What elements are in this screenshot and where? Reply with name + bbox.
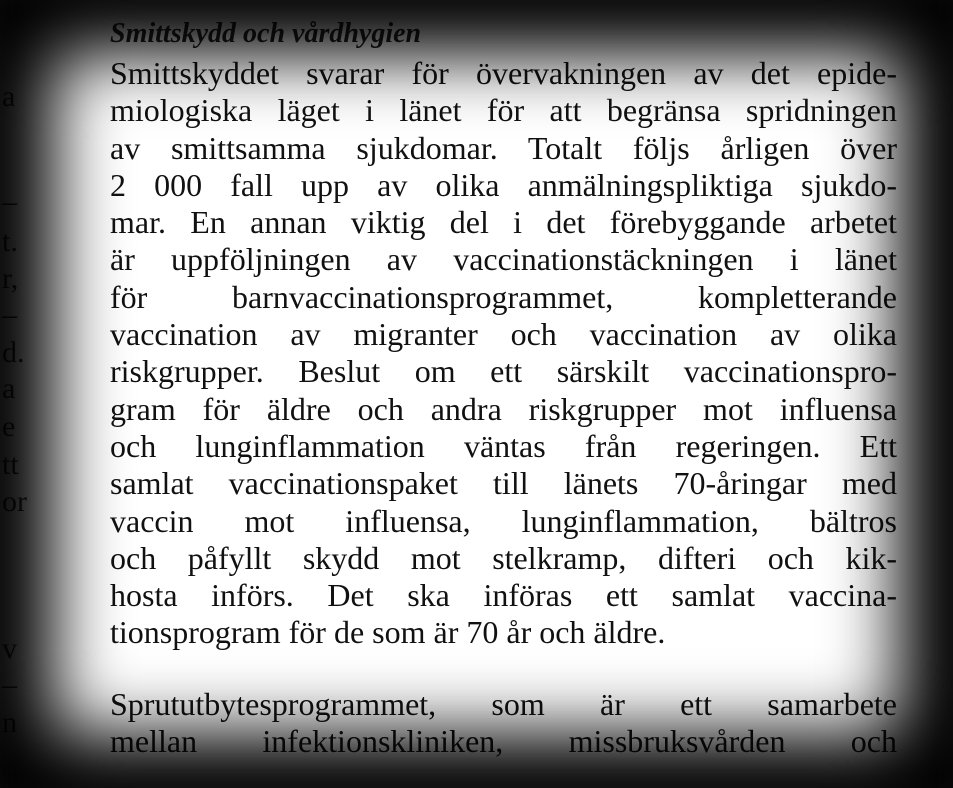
text-line: och påfyllt skydd mot stelkramp, difteri och kik-: [110, 539, 897, 576]
margin-fragment: or: [2, 485, 27, 518]
margin-fragment: e: [2, 410, 16, 443]
margin-fragment: a: [2, 372, 16, 405]
text-line: miologiska läget i länet för att begränsa spridningen: [110, 92, 897, 129]
margin-fragment: n: [2, 706, 17, 739]
text-line: samlat vaccinationspaket till länets 70-åringar med: [110, 465, 897, 502]
text-line: mar. En annan viktig del i det förebyggande arbetet: [110, 204, 897, 241]
text-line: 2 000 fall upp av olika anmälningspliktiga sjukdo-: [110, 166, 897, 203]
text-line: för barnvaccinationsprogrammet, kompletterande: [110, 278, 897, 315]
margin-fragment: –: [2, 668, 17, 701]
margin-fragment: d.: [2, 336, 25, 369]
section-heading: Smittskydd och vårdhygien: [110, 18, 422, 49]
text-line: av smittsamma sjukdomar. Totalt följs årligen över: [110, 129, 897, 166]
margin-fragment: –: [2, 185, 17, 218]
margin-fragment: v: [2, 632, 17, 665]
margin-fragment: a: [2, 80, 16, 113]
text-line: riskgrupper. Beslut om ett särskilt vaccinationspro-: [110, 353, 897, 390]
previous-column-fragments: [2, 0, 42, 788]
text-line: är uppföljningen av vaccinationstäckningen i länet: [110, 241, 897, 278]
body-paragraph-1: [110, 55, 897, 652]
margin-fragment: tt: [2, 448, 19, 481]
text-line: vaccination av migranter och vaccination av olika: [110, 316, 897, 353]
margin-fragment: t.: [2, 225, 18, 258]
body-paragraph-2: [110, 686, 897, 761]
text-line: mellan infektionskliniken, missbruksvården och: [110, 723, 897, 760]
text-line: Sprututbytesprogrammet, som är ett samarbete: [110, 686, 897, 722]
text-line: Smittskyddet svarar för övervakningen av det epide-: [110, 55, 897, 91]
text-line: hosta införs. Det ska införas ett samlat vaccina-: [110, 577, 897, 614]
text-line: tionsprogram för de som är 70 år och äldre.: [110, 614, 666, 651]
text-line: och lunginflammation väntas från regeringen. Ett: [110, 427, 897, 464]
text-line: vaccin mot influensa, lunginflammation, bältros: [110, 502, 897, 539]
text-line: gram för äldre och andra riskgrupper mot influensa: [110, 390, 897, 427]
margin-fragment: –: [2, 298, 17, 331]
margin-fragment: r,: [2, 262, 19, 295]
